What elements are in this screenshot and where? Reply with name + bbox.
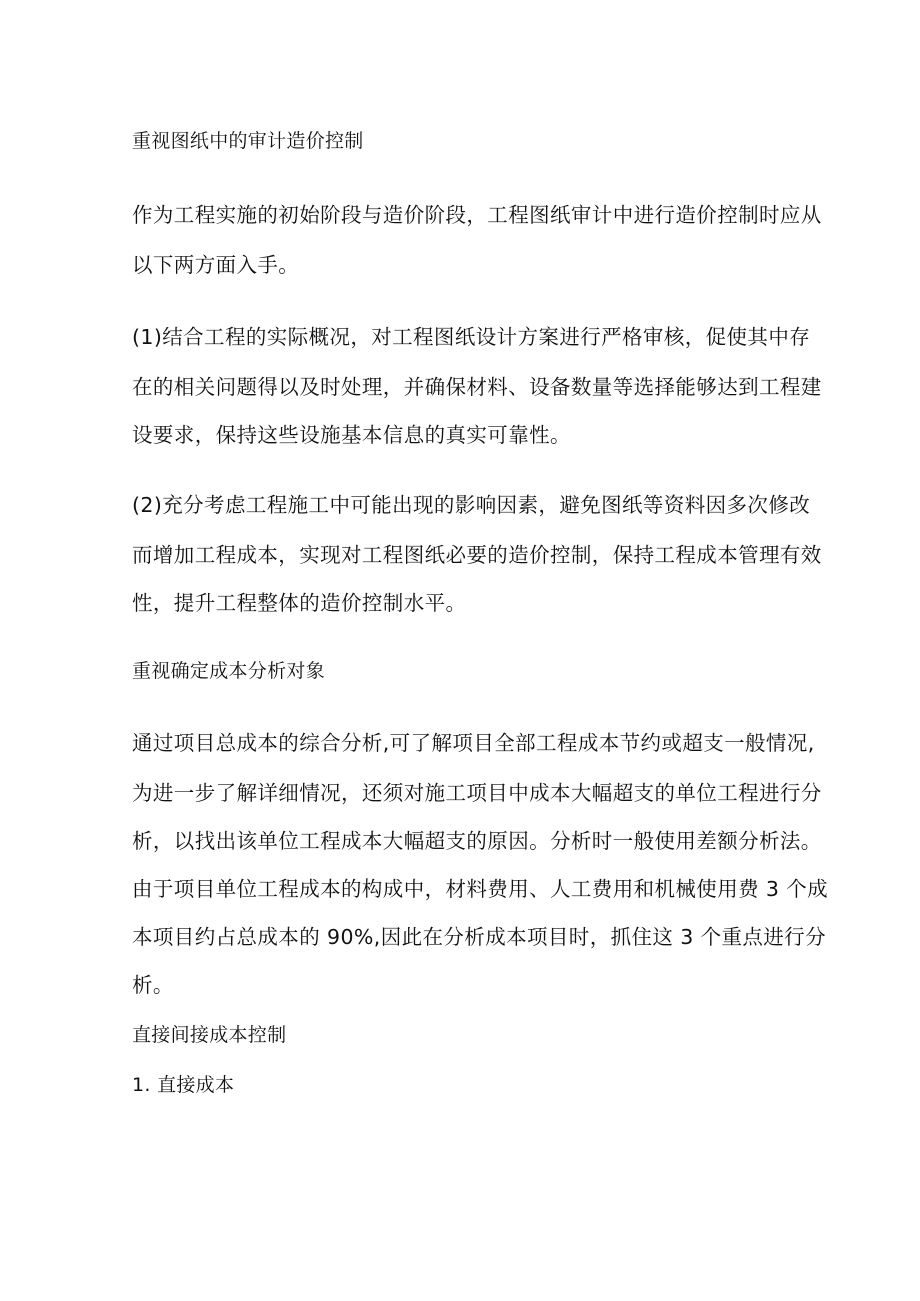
section-heading-drawing-audit: 重视图纸中的审计造价控制 [132, 130, 364, 152]
paragraph-line: 为进一步了解详细情况，还须对施工项目中成本大幅超支的单位工程进行分 [132, 781, 822, 805]
subheading-direct-cost: 1. 直接成本 [132, 1074, 235, 1096]
paragraph-line: 作为工程实施的初始阶段与造价阶段，工程图纸审计中进行造价控制时应从 [132, 203, 822, 227]
paragraph-line: 通过项目总成本的综合分析,可了解项目全部工程成本节约或超支一般情况, [132, 731, 815, 755]
paragraph-line: 析。 [132, 973, 174, 997]
paragraph-line: 析，以找出该单位工程成本大幅超支的原因。分析时一般使用差额分析法。 [132, 829, 822, 853]
paragraph-line: (2)充分考虑工程施工中可能出现的影响因素，避免图纸等资料因多次修改 [132, 493, 811, 517]
paragraph-line: 以下两方面入手。 [132, 253, 300, 277]
section-heading-cost-analysis: 重视确定成本分析对象 [132, 660, 326, 682]
paragraph-line: 设要求，保持这些设施基本信息的真实可靠性。 [132, 423, 571, 447]
paragraph-line: 在的相关问题得以及时处理，并确保材料、设备数量等选择能够达到工程建 [132, 375, 822, 399]
section-heading-direct-indirect-cost: 直接间接成本控制 [132, 1024, 287, 1046]
paragraph-line: 性，提升工程整体的造价控制水平。 [132, 591, 467, 615]
paragraph-line: 本项目约占总成本的 90%,因此在分析成本项目时，抓住这 3 个重点进行分 [132, 925, 826, 949]
paragraph-line: (1)结合工程的实际概况，对工程图纸设计方案进行严格审核，促使其中存 [132, 325, 811, 349]
paragraph-line: 由于项目单位工程成本的构成中，材料费用、人工费用和机械使用费 3 个成 [132, 877, 829, 901]
paragraph-line: 而增加工程成本，实现对工程图纸必要的造价控制，保持工程成本管理有效 [132, 543, 822, 567]
